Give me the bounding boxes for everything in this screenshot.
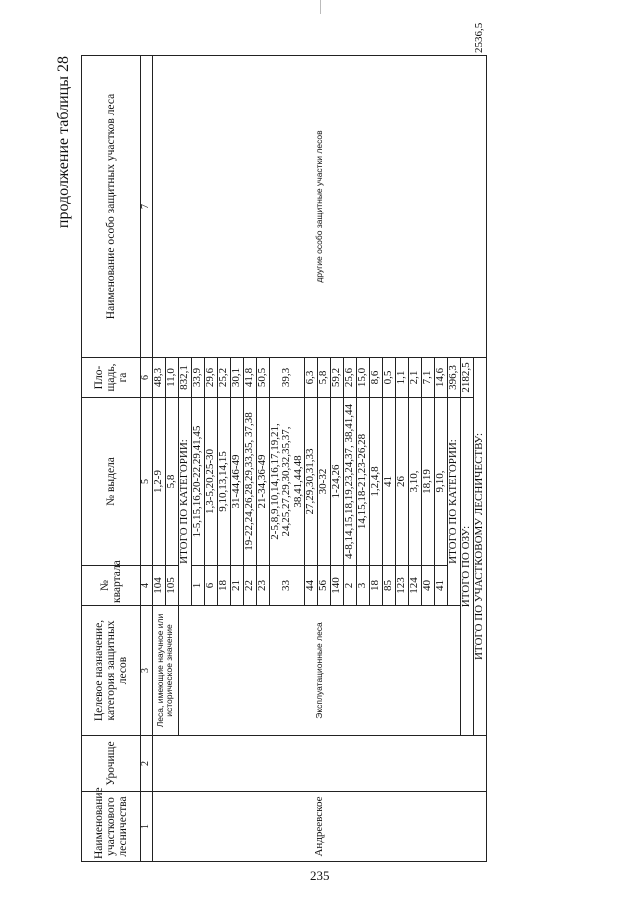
plot-cell: 9,10,13,14,15 <box>217 398 230 566</box>
header-tract: Урочище <box>82 736 141 792</box>
area-cell: 5,8 <box>318 358 331 398</box>
plot-cell: 18,19 <box>422 398 435 566</box>
area-cell: 11,0 <box>165 358 178 398</box>
quarter-cell: 2 <box>344 566 357 606</box>
column-number: 5 <box>141 398 153 566</box>
category-total-label: ИТОГО ПО КАТЕГОРИИ: <box>178 398 191 606</box>
quarter-cell: 23 <box>256 566 269 606</box>
category-total-value: 396,3 <box>448 358 461 398</box>
area-cell: 25,2 <box>217 358 230 398</box>
header-purpose: Целевое назначение, категория защитных лесов <box>82 606 141 736</box>
plot-cell: 9,10, <box>435 398 448 566</box>
quarter-cell: 56 <box>318 566 331 606</box>
plot-cell: 14,15,18-21,23-26,28 <box>357 398 370 566</box>
column-number: 6 <box>141 358 153 398</box>
protected-forest-table <box>81 22 487 862</box>
area-cell: 8,6 <box>370 358 383 398</box>
area-cell: 50,5 <box>256 358 269 398</box>
quarter-cell: 123 <box>396 566 409 606</box>
column-number: 4 <box>141 566 153 606</box>
area-cell: 59,2 <box>331 358 344 398</box>
area-cell: 2,1 <box>409 358 422 398</box>
ozu-total-label: ИТОГО ПО ОЗУ: <box>461 398 474 736</box>
quarter-cell: 40 <box>422 566 435 606</box>
quarter-cell: 105 <box>165 566 178 606</box>
quarter-cell: 22 <box>243 566 256 606</box>
quarter-cell: 104 <box>152 566 165 606</box>
header-row <box>82 56 141 862</box>
scan-mark <box>320 0 321 14</box>
quarter-cell: 1 <box>191 566 204 606</box>
plot-cell: 1-24,26 <box>331 398 344 566</box>
area-cell: 30,1 <box>230 358 243 398</box>
quarter-cell: 44 <box>305 566 318 606</box>
area-cell: 41,8 <box>243 358 256 398</box>
plot-cell: 3,10, <box>409 398 422 566</box>
quarter-cell: 41 <box>435 566 448 606</box>
ozu-total-value: 2182,5 <box>461 358 474 398</box>
plot-cell: 1-5,15,16,20-22,29,41,45 <box>191 398 204 566</box>
header-quarter: № квартала <box>82 566 141 606</box>
plot-cell: 1,2,4,8 <box>370 398 383 566</box>
plot-cell: 30-32 <box>318 398 331 566</box>
plot-cell: 5,8 <box>165 398 178 566</box>
plot-cell: 27,29,30,31,33 <box>305 398 318 566</box>
quarter-cell: 21 <box>230 566 243 606</box>
quarter-cell: 18 <box>217 566 230 606</box>
ozu-name-cell: другие особо защитные участки лесов <box>152 56 487 358</box>
plot-cell: 19-22,24,26,28,29,33,35, 37,38 <box>243 398 256 566</box>
plot-cell: 31-44,46-49 <box>230 398 243 566</box>
table-caption: продолжение таблицы 28 <box>55 56 72 229</box>
header-ozu-name: Наименование особо защитных участков леса <box>82 56 141 358</box>
header-forestry: Наименование участкового лесничества <box>82 792 141 862</box>
forestry-total-row: ИТОГО ПО УЧАСТКОВОМУ ЛЕСНИЧЕСТВУ: 2536,5 <box>474 56 487 862</box>
category-total-label: ИТОГО ПО КАТЕГОРИИ: <box>448 398 461 606</box>
area-cell: 25,6 <box>344 358 357 398</box>
header-plot: № выдела <box>82 398 141 566</box>
area-cell: 48,3 <box>152 358 165 398</box>
header-area: Пло-щадь, га <box>82 358 141 398</box>
area-cell: 15,0 <box>357 358 370 398</box>
area-cell: 7,1 <box>422 358 435 398</box>
quarter-cell: 85 <box>383 566 396 606</box>
column-number: 7 <box>141 56 153 358</box>
category-b-cell: Эксплуатационные леса <box>178 606 461 736</box>
quarter-cell: 124 <box>409 566 422 606</box>
quarter-cell: 140 <box>331 566 344 606</box>
plot-cell: 41 <box>383 398 396 566</box>
forestry-name-cell: Андреевское <box>152 792 487 862</box>
tract-cell <box>152 736 487 792</box>
category-a-cell: Леса, имеющие научное или историческое значение <box>152 606 178 736</box>
plot-cell: 4-8,14,15,18,19,23,24,37, 38,41,44 <box>344 398 357 566</box>
quarter-cell: 6 <box>204 566 217 606</box>
quarter-cell: 18 <box>370 566 383 606</box>
area-cell: 29,6 <box>204 358 217 398</box>
quarter-cell: 3 <box>357 566 370 606</box>
area-cell: 0,5 <box>383 358 396 398</box>
area-cell: 1,1 <box>396 358 409 398</box>
area-cell: 33,9 <box>191 358 204 398</box>
forestry-total-label: ИТОГО ПО УЧАСТКОВОМУ ЛЕСНИЧЕСТВУ: <box>474 358 487 736</box>
plot-cell: 1,2-9 <box>152 398 165 566</box>
quarter-cell: 33 <box>269 566 305 606</box>
plot-cell: 26 <box>396 398 409 566</box>
page-number: 235 <box>310 868 330 883</box>
column-number-row <box>141 56 153 862</box>
area-cell: 39,3 <box>269 358 305 398</box>
table-row <box>152 56 165 862</box>
category-total-value: 832,1 <box>178 358 191 398</box>
area-cell: 6,3 <box>305 358 318 398</box>
column-number: 1 <box>141 792 153 862</box>
rotated-page-content <box>55 22 575 862</box>
plot-cell: 21-34,36-49 <box>256 398 269 566</box>
column-number: 2 <box>141 736 153 792</box>
plot-cell: 1,3-5,20,25-30 <box>204 398 217 566</box>
plot-cell: 2-5,8,9,10,14,16,17,19,21, 24,25,27,29,30,32,35,37, 38,41,44,48 <box>269 398 305 566</box>
area-cell: 14,6 <box>435 358 448 398</box>
table-body <box>151 22 487 862</box>
column-number: 3 <box>141 606 153 736</box>
